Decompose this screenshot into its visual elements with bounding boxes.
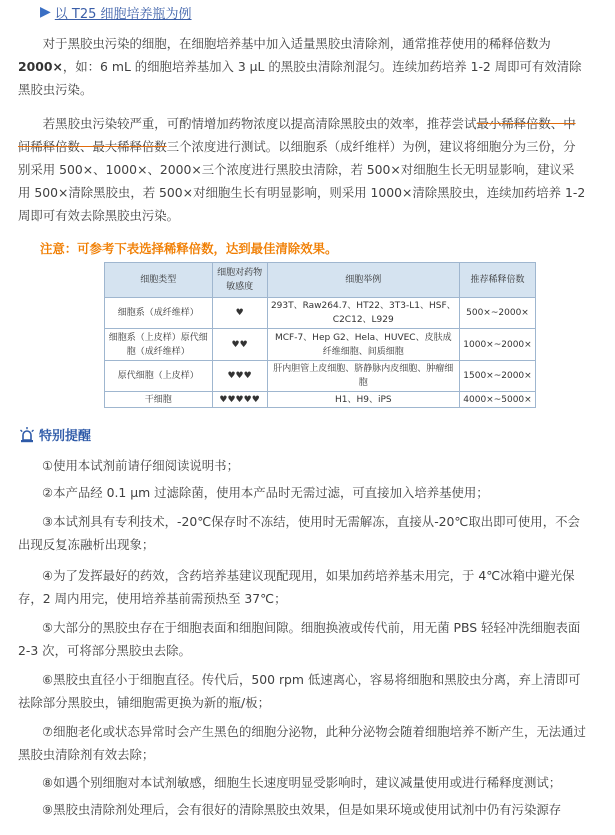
sensitivity-hearts: ♥♥ <box>212 329 267 361</box>
header-examples: 细胞举例 <box>267 263 459 298</box>
table-row: 原代细胞（上皮样） ♥♥♥ 肝内胆管上皮细胞、脐静脉内皮细胞、肿瘤细胞 1500×~2000× <box>105 361 536 392</box>
tip-item: ①使用本试剂前请仔细阅读说明书； <box>42 458 239 473</box>
header-dilution: 推荐稀释倍数 <box>459 263 535 298</box>
section-title: ▶ 以 T25 细胞培养瓶为例 <box>40 4 192 22</box>
paragraph-severe-contamination: 若黑胶虫污染较严重，可酌情增加药物浓度以提高清除黑胶虫的效率，推荐尝试最小稀释倍数、中间稀释倍数、最大稀释倍数三个浓度进行测试。以细胞系（成纤维样）为例，建议将细胞分为三份，分别采用 500×、1000×、2000×三个浓度进行黑胶虫清除，若 500×对细胞生长无明显影响，建议采用 500×清除黑胶虫，若 500×对细胞生长有明显影响，则采用 1000×清除黑胶虫，连续加药培养 1-2 周即可有效去除黑胶虫污染。 <box>18 116 586 223</box>
struck-text: 最小稀释倍数、中间稀释倍数、最大稀释倍数 <box>18 116 576 154</box>
tip-item: ⑥黑胶虫直径小于细胞直径。传代后，500 rpm 低速离心，容易将细胞和黑胶虫分离，弃上清即可祛除部分黑胶虫，铺细胞需更换为新的瓶/板； <box>18 672 581 710</box>
tip-item: ③本试剂具有专利技术，-20℃保存时不冻结，使用时无需解冻，直接从-20℃取出即可使用，不会出现反复冻融析出现象； <box>18 514 580 552</box>
table-row: 干细胞 ♥♥♥♥♥ H1、H9、iPS 4000×~5000× <box>105 392 536 408</box>
triangle-bullet-icon: ▶ <box>40 4 51 20</box>
dilution-table <box>104 262 536 408</box>
tip-item: ⑦细胞老化或状态异常时会产生黑色的细胞分泌物，此种分泌物会随着细胞培养不断产生，无法通过黑胶虫清除剂有效去除； <box>18 724 586 762</box>
sensitivity-hearts: ♥♥♥♥♥ <box>212 392 267 408</box>
sensitivity-hearts: ♥ <box>212 298 267 329</box>
tip-item: ②本产品经 0.1 μm 过滤除菌，使用本产品时无需过滤，可直接加入培养基使用； <box>42 485 489 500</box>
sensitivity-hearts: ♥♥♥ <box>212 361 267 392</box>
tip-item: ⑧如遇个别细胞对本试剂敏感，细胞生长速度明显受影响时，建议减量使用或进行稀释度测试； <box>42 775 562 790</box>
note-text: 注意：可参考下表选择稀释倍数，达到最佳清除效果。 <box>40 241 338 256</box>
tip-item: ④为了发挥最好的药效，含药培养基建议现配现用，如果加药培养基未用完，于 4℃冰箱中避光保存，2 周内用完，使用培养基前需预热至 37℃； <box>18 568 575 606</box>
dilution-value: 2000× <box>18 59 63 74</box>
tip-item: ⑨黑胶虫清除剂处理后，会有很好的清除黑胶虫效果，但是如果环境或使用试剂中仍有污染源存 <box>42 802 562 817</box>
paragraph-default-dilution: 对于黑胶虫污染的细胞，在细胞培养基中加入适量黑胶虫清除剂，通常推荐使用的稀释倍数为2000×，如：6 mL 的细胞培养基加入 3 μL 的黑胶虫清除剂混匀。连续加药培养 1-2 周即可有效清除黑胶虫污染。 <box>18 36 582 97</box>
header-sensitivity: 细胞对药物敏感度 <box>212 263 267 298</box>
header-cell-type: 细胞类型 <box>105 263 213 298</box>
table-row: 细胞系（成纤维样） ♥ 293T、Raw264.7、HT22、3T3-L1、HSF、C2C12、L929 500×~2000× <box>105 298 536 329</box>
tip-item: ⑤大部分的黑胶虫存在于细胞表面和细胞间隙。细胞换液或传代前，用无菌 PBS 轻轻冲洗细胞表面 2-3 次，可将部分黑胶虫去除。 <box>18 620 581 658</box>
table-row: 细胞系（上皮样）原代细胞（成纤维样） ♥♥ MCF-7、Hep G2、Hela、HUVEC、皮肤成纤维细胞、间质细胞 1000×~2000× <box>105 329 536 361</box>
alarm-light-icon <box>18 426 36 444</box>
tips-heading: 特别提醒 <box>18 425 91 444</box>
